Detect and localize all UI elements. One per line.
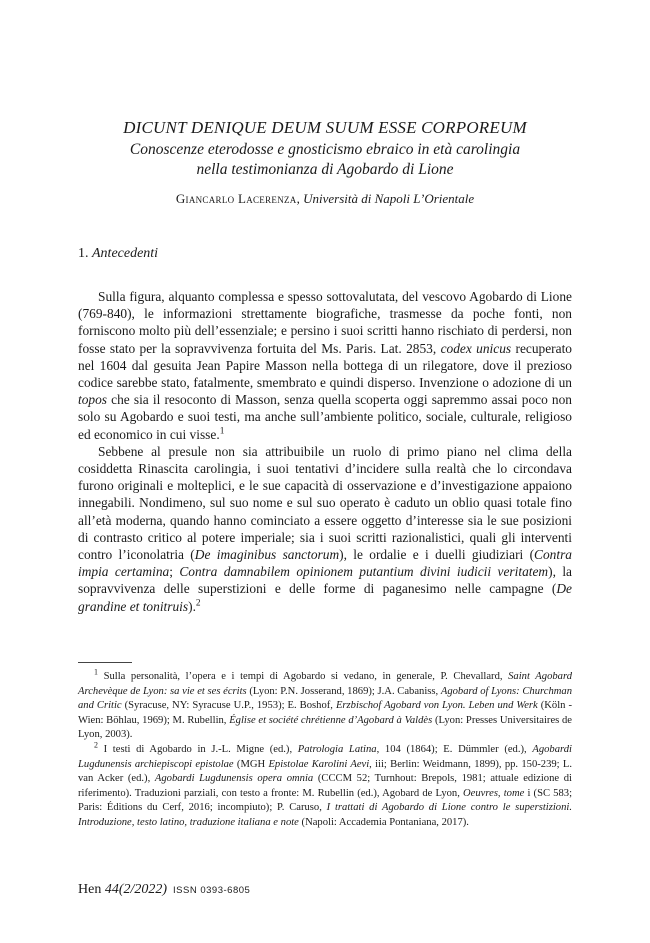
text-run: , 104 (1864); E. Dümmler (ed.), bbox=[376, 743, 533, 755]
text-run: i bbox=[524, 787, 531, 799]
paragraph-1 bbox=[78, 288, 572, 443]
text-run: ). bbox=[188, 598, 196, 614]
body-text bbox=[78, 288, 572, 615]
text-run: (Köln - Wien: Böhlau, 1969); M. Rubellin, bbox=[78, 700, 572, 726]
italic-title: Epistolae Karolini Aevi bbox=[268, 758, 370, 770]
italic-term: topos bbox=[78, 392, 108, 408]
text-run: (SC 583; Paris: Éditions du Cerf, 2016; incompiuto); P. Caruso, bbox=[78, 787, 573, 814]
issn: ISSN 0393-6805 bbox=[173, 885, 251, 896]
italic-title: Oeuvres, tome bbox=[463, 787, 525, 799]
text-run: (CCCM 52; Turnhout: Brepols, 1981; attuale edizione di riferimento). Traduzioni parziali, con testo a fronte: M. Rubellin (ed.), Agobard de Lyon, bbox=[78, 773, 572, 799]
footnote-ref-2[interactable]: 2 bbox=[195, 598, 201, 609]
author-name: Giancarlo Lacerenza bbox=[175, 191, 297, 206]
text-run: che sia il resoconto di Masson, senza quella scoperta oggi sapremmo assai poco non solo su Agobardo e suoi testi, ma anche sull’ambiente politico, sociale, culturale, religioso ed economico in cui visse. bbox=[78, 392, 572, 442]
journal-name: Hen bbox=[78, 882, 105, 897]
footnote-1 bbox=[78, 667, 572, 743]
subtitle-line-2: nella testimonianza di Agobardo di Lione bbox=[196, 161, 454, 178]
italic-title: Agobardi Lugdunensis archiepiscopi epistolae bbox=[78, 743, 572, 770]
text-run: (MGH bbox=[233, 758, 269, 770]
author-separator: , bbox=[296, 191, 304, 206]
text-run: Sulla personalità, l’opera e i tempi di Agobardo si vedano, in generale, P. Chevallard, bbox=[97, 671, 509, 682]
section-title: Antecedenti bbox=[92, 246, 159, 261]
italic-title: Erzbischof Agobard von Lyon. Leben und Werk bbox=[335, 700, 538, 712]
italic-term: codex unicus bbox=[440, 340, 512, 356]
footnote-number: 2 bbox=[94, 740, 98, 750]
italic-title: Église et société chrétienne d’Agobard à Valdès bbox=[229, 714, 433, 726]
footnote-number: 1 bbox=[94, 667, 98, 677]
footnote-ref-1[interactable]: 1 bbox=[219, 426, 225, 437]
section-number: 1. bbox=[78, 246, 92, 261]
article-title: DICUNT DENIQUE DEUM SUUM ESSE CORPOREUM bbox=[123, 118, 527, 137]
text-run: ; bbox=[169, 564, 180, 580]
section-heading bbox=[78, 246, 158, 262]
text-run: (Lyon: P.N. Josserand, 1869); J.A. Cabaniss, bbox=[246, 685, 441, 697]
text-run: Sebbene al presule non sia attribuibile un ruolo di primo piano nel clima della cosiddetta Rinascita carolingia, i suoi tentativi d’incidere sulla realtà che lo circondava furono originali e molteplici, e le sue capacità di osservazione e d’investigazione appaiono innegabili. Nondimeno, sul suo nome e sul suo operato è caduto un oblio quasi totale fino all’età moderna, quando hanno cominciato a essere oggetto d’interesse sia le sue posizioni di contrasto critico al potere imperiale; sia i suoi scritti razionalistici, quali gli interventi contro l’iconolatria ( bbox=[78, 443, 572, 563]
italic-title: Contra damnabilem opinionem putantium divini iudicii veritatem bbox=[179, 564, 549, 580]
article-subtitle bbox=[0, 140, 650, 180]
italic-title: Contra impia certamina bbox=[78, 547, 572, 580]
italic-title: Agobard of Lyons: Churchman and Critic bbox=[78, 685, 572, 712]
text-run: recuperato nel 1604 dal gesuita Jean Papire Masson nella bottega di un rilegatore, dove il prezioso codice sarebbe stato, fatalmente, smembrato e quindi disperso. Invenzione o adozione di un bbox=[78, 340, 572, 391]
text-run: Sulla figura, alquanto complessa e spesso sottovalutata, del vescovo Agobardo di Lione (769-840), le informazioni strettamente biografiche, trasmesse da poche fonti, non forniscono molto più dell’essenziale; e persino i suoi scritti hanno rischiato di perdersi, non fosse stato per la sopravvivenza fortuita del Ms. Paris. Lat. 2853, bbox=[78, 289, 572, 356]
footnotes bbox=[78, 667, 573, 831]
italic-title: De imaginibus sanctorum bbox=[194, 547, 340, 563]
text-run: I testi di Agobardo in J.-L. Migne (ed.), bbox=[97, 743, 298, 755]
journal-volume: 44(2/2022) bbox=[104, 882, 168, 897]
author-affiliation: Università di Napoli L’Orientale bbox=[303, 191, 475, 206]
text-run: (Napoli: Accademia Pontaniana, 2017). bbox=[298, 816, 469, 828]
subtitle-line-1: Conoscenze eterodosse e gnosticismo ebraico in età carolingia bbox=[129, 141, 521, 158]
italic-title: Saint Agobard Archevèque de Lyon: sa vie et ses écrits bbox=[78, 671, 572, 697]
text-run: , iii; Berlin: Weidmann, 1899), pp. 150-239; L. van Acker (ed.), bbox=[78, 758, 573, 785]
text-run: (Syracuse, NY: Syracuse U.P., 1953); E. Boshof, bbox=[121, 700, 336, 712]
italic-title: I trattati di Agobardo di Lione contro le superstizioni. Introduzione, testo latino, traduzione italiana e note bbox=[78, 802, 572, 828]
text-run: ), le ordalie e i duelli giudiziari ( bbox=[339, 547, 535, 563]
paragraph-2 bbox=[78, 443, 572, 615]
text-run: ), la sopravvivenza delle superstizioni e delle forme di paganesimo nelle campagne ( bbox=[78, 564, 572, 597]
italic-title: Patrologia Latina bbox=[297, 743, 377, 755]
footnote-divider bbox=[78, 662, 132, 663]
footnote-2 bbox=[78, 740, 573, 831]
italic-title: Agobardi Lugdunensis opera omnia bbox=[154, 773, 314, 785]
text-run: (Lyon: Presses Universitaires de Lyon, 2003). bbox=[78, 714, 572, 741]
page-footer bbox=[78, 882, 250, 898]
author-line bbox=[0, 191, 650, 207]
italic-title: De grandine et tonitruis bbox=[78, 581, 572, 614]
